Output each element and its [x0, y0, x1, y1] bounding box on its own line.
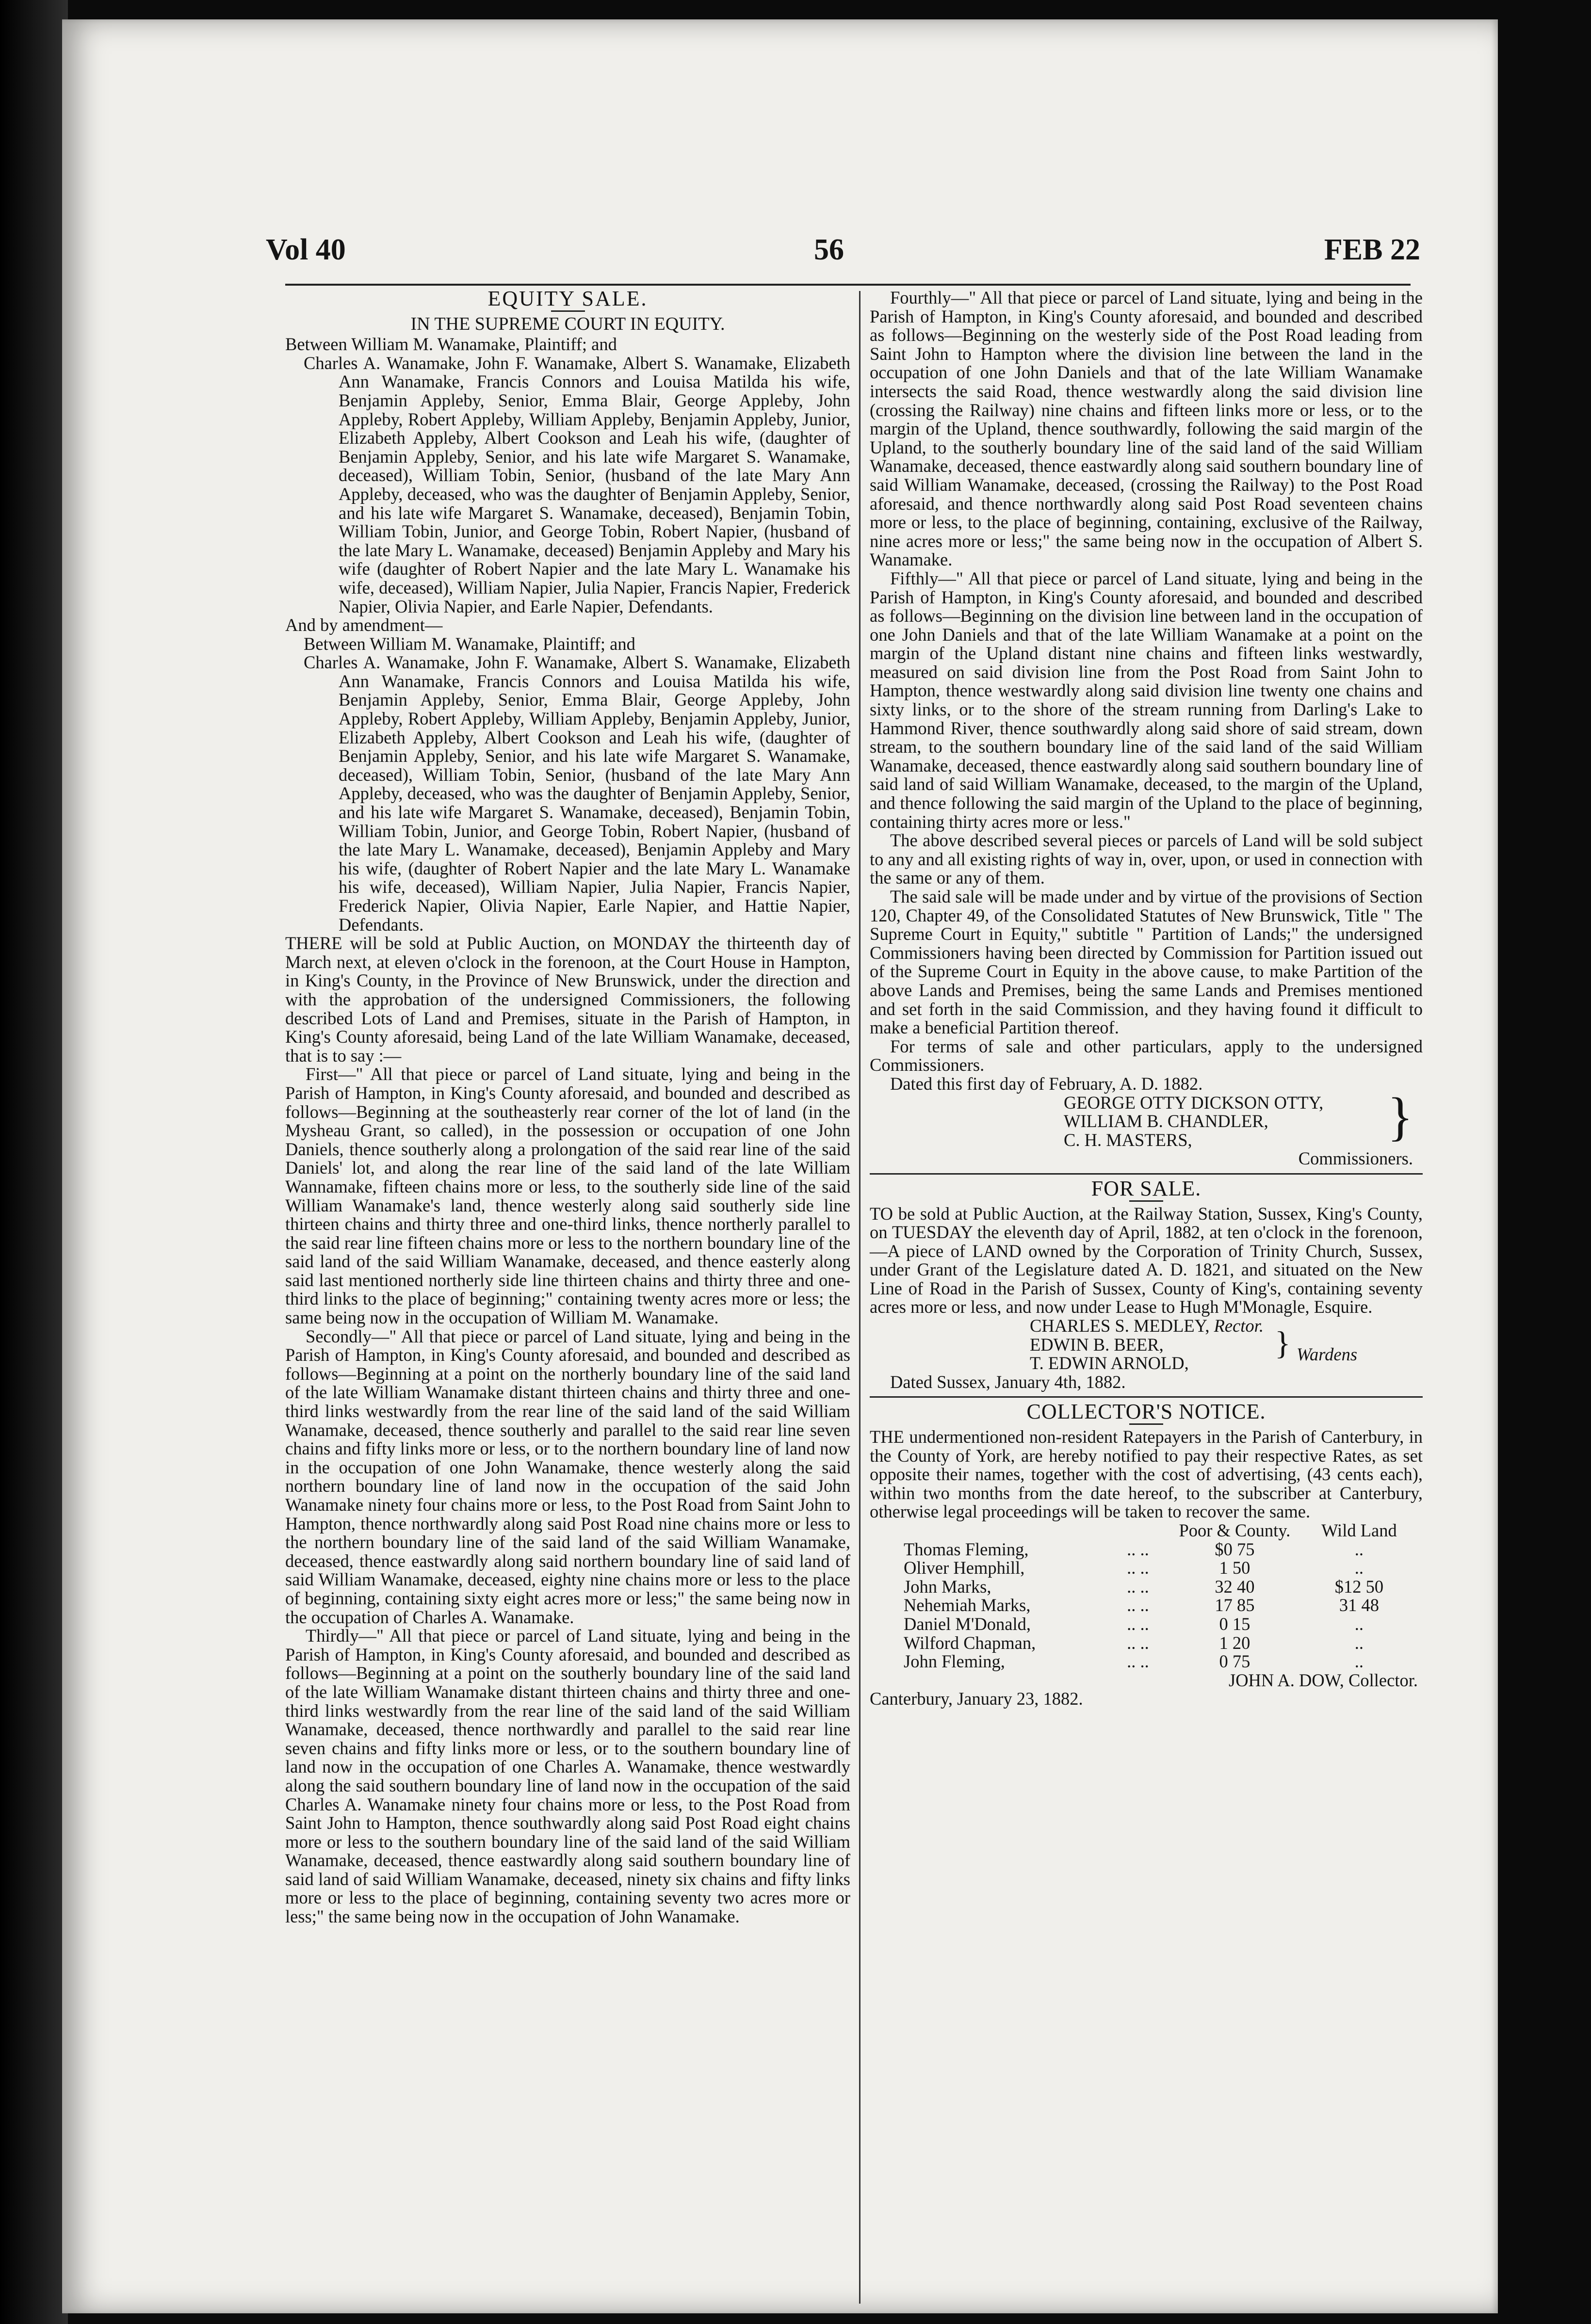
lot-fourth: Fourthly—" All that piece or parcel of Land situate, lying and being in the Parish of Hampton, in King's County aforesaid, and bounded and described as follows—Beginning on the westerly side of the Post Road leading from Saint John to Hampton where the division line between the land in the occupation of one John Daniels and that of the late William Wanamake intersects the said Road, thence westwardly along the said division line (crossing the Railway) nine chains and fifteen links more or less, or to the margin of the Upland, thence southwardly, following the said margin of the Upland, to the southerly boundary line of the said land of the said William Wanamake, deceased, thence eastwardly along said southern boundary line of said William Wanamake, deceased, (crossing the Railway) to the Post Road aforesaid, and thence northwardly along said Post Road seventeen chains more or less, to the place of beginning, containing, exclusive of the Railway, nine acres more or less;" the same being now in the occupation of Albert S. Wanamake. [870, 288, 1423, 570]
volume-label: Vol 40 [266, 233, 346, 266]
header-rule [285, 284, 1411, 286]
signer-1: GEORGE OTTY DICKSON OTTY, [1064, 1092, 1324, 1113]
table-row [870, 1559, 1423, 1578]
table-row [870, 1596, 1423, 1615]
collector-signer: JOHN A. DOW, Collector. [1228, 1670, 1418, 1690]
table-row [870, 1652, 1423, 1671]
issue-date: FEB 22 [1324, 233, 1420, 266]
wardens-label: Wardens [1297, 1344, 1358, 1364]
sale-authority: The said sale will be made under and by virtue of the provisions of Section 120, Chapter 49, of the Consolidated Statutes of New Brunswick, Title " The Supreme Court in Equity," subtitle " Partition of Lands;" the undersigned Commissioners having been directed by Commission for Partition issued out of the Supreme Court in Equity in the above cause, to make Partition of the above Lands and Premises, being the same Lands and Premises mentioned and set forth in the said Commission, and they having found it difficult to make a beneficial Partition thereof. [870, 887, 1423, 1038]
collector-dated: Canterbury, January 23, 1882. [870, 1689, 1083, 1709]
ratepayer-name: John Fleming, [904, 1651, 1005, 1672]
leader-dots: .. .. [1127, 1558, 1149, 1578]
leader-dots: .. .. [1127, 1539, 1149, 1559]
subject-clause: The above described several pieces or parcels of Land will be sold subject to any and all existing rights of way in, over, upon, or used in connection with the same or any of them. [870, 830, 1423, 888]
poor-county-rate: 32 40 [1215, 1576, 1255, 1597]
right-column [870, 289, 1423, 1709]
ratepayer-name: Wilford Chapman, [904, 1632, 1036, 1653]
lot-third: Thirdly—" All that piece or parcel of Land situate, lying and being in the Parish of Hampton, in King's County aforesaid, and bounded and described as follows—Beginning at a point on the southerly boundary line of the said land of the late William Wanamake distant thirteen chains and thirty three and one-third links westwardly from the rear line of the said land of the said William Wanamake, deceased, thence northwardly and parallel to the said rear line seven chains and fifty links more or less, or to the southern boundary line of land now in the occupation of one Charles A. Wanamake, thence westwardly along the said southern boundary line of land now in the occupation of the said Charles A. Wanamake ninety four chains more or less, to the Post Road from Saint John to Hampton, thence southwardly along said Post Road eight chains more or less to the southern boundary line of the said land of the said William Wanamake, deceased, thence eastwardly along said southern boundary line of said land of said William Wanamake, deceased, ninety six chains and fifty links more or less to the place of beginning, containing seventy two acres more or less;" the same being now in the occupation of John Wanamake. [285, 1626, 850, 1927]
table-row [870, 1578, 1423, 1597]
ratepayer-name: John Marks, [904, 1576, 991, 1597]
wild-land-rate: $12 50 [1334, 1576, 1384, 1597]
lot-second: Secondly—" All that piece or parcel of Land situate, lying and being in the Parish of Hampton, in King's County aforesaid, and bounded and described as follows—Beginning at a point on the northerly boundary line of the said land of the late William Wanamake distant thirteen chains and thirty three and one-third links westwardly from the rear line of the said land of the said William Wanamake, deceased, thence southerly and parallel to the said rear line seven chains and fifty links more or less, or to the northern boundary line of land now in the occupation of one John Wanamake, thence westerly along the said northern boundary line of land now in the occupation of the said John Wanamake ninety four chains more or less, to the Post Road from Saint John to Hampton, thence northwardly along said Post Road nine chains more or less to the northern boundary line of the said land of the said William Wanamake, deceased, thence eastwardly along said northern boundary line of said land of said William Wanamake, deceased, eighty nine chains more or less to the place of beginning, containing sixty eight acres more or less;" the same being now in the occupation of Charles A. Wanamake. [285, 1326, 850, 1627]
page-number: 56 [814, 233, 844, 266]
poor-county-rate: 1 50 [1219, 1558, 1250, 1578]
signer-3: C. H. MASTERS, [1064, 1130, 1192, 1150]
leader-dots: .. .. [1127, 1651, 1149, 1672]
leader-dots: .. .. [1127, 1632, 1149, 1653]
rector-name: CHARLES S. MEDLEY, [1030, 1316, 1210, 1336]
commissioner-signatures [870, 1086, 1423, 1150]
table-header [870, 1521, 1423, 1540]
wild-land-rate: .. [1354, 1539, 1364, 1559]
rector-title: Rector. [1214, 1316, 1264, 1336]
column-divider [859, 291, 860, 2304]
section-rule-1 [870, 1173, 1423, 1175]
ratepayer-name: Nehemiah Marks, [904, 1595, 1031, 1615]
lot-fifth: Fifthly—" All that piece or parcel of Land situate, lying and being in the Parish of Hampton, in King's County aforesaid, and bounded and described as follows—Beginning on the division line between land in the occupation of one John Daniels and that of the late William Wanamake at a point on the margin of the Upland distant nine chains and fifteen links westwardly, measured on said division line from the Post Road from Saint John to Hampton, thence westwardly along said division line twenty one chains and sixty links, or to the shore of the stream running from Darling's Lake to Hammond River, thence southwardly along said shore of said stream, down stream, to the southern boundary line of the said land of the said William Wanamake, deceased, thence eastwardly along said southern boundary line of said land of said William Wanamake, deceased, to the margin of the Upland, and thence following the said margin of the Upland to the place of beginning, containing thirty acres more or less." [870, 568, 1423, 832]
ratepayer-rows [870, 1540, 1423, 1671]
col-wild-land: Wild Land [1321, 1520, 1397, 1540]
page-edge-shadow [0, 0, 68, 2324]
ratepayer-name: Oliver Hemphill, [904, 1558, 1025, 1578]
ratepayer-table [870, 1521, 1423, 1671]
equity-court-subtitle: IN THE SUPREME COURT IN EQUITY. [410, 313, 725, 334]
newspaper-page [62, 19, 1498, 2313]
wild-land-rate: .. [1354, 1614, 1364, 1634]
commissioners-label: Commissioners. [1298, 1148, 1413, 1169]
table-row [870, 1615, 1423, 1634]
for-sale-rule [1129, 1200, 1163, 1202]
table-row [870, 1634, 1423, 1653]
col-poor-county: Poor & County. [1179, 1520, 1291, 1540]
wild-land-rate: 31 48 [1339, 1595, 1379, 1615]
for-sale-body: TO be sold at Public Auction, at the Railway Station, Sussex, King's County, on TUESDAY the eleventh day of April, 1882, at ten o'clock in the forenoon,—A piece of LAND owned by the Corporation of Trinity Church, Sussex, under Grant of the Legislature dated A. D. 1821, and situated on the New Line of Road in the Parish of Sussex, County of King's, containing seventy acres more or less, and now under Lease to Hugh M'Monagle, Esquire. [870, 1203, 1423, 1317]
warden-brace: } [1275, 1324, 1291, 1361]
poor-county-rate: 0 15 [1219, 1614, 1250, 1634]
collector-title: COLLECTOR'S NOTICE. [1026, 1400, 1266, 1424]
ratepayer-name: Daniel M'Donald, [904, 1614, 1031, 1634]
page-header [266, 223, 1420, 281]
wild-land-rate: .. [1354, 1632, 1364, 1653]
for-sale-title: FOR SALE. [1091, 1176, 1201, 1200]
signature-brace: } [1387, 1086, 1413, 1146]
equity-sale-title: EQUITY SALE. [487, 287, 648, 310]
ratepayer-name: Thomas Fleming, [904, 1539, 1029, 1559]
wild-land-rate: .. [1354, 1651, 1364, 1672]
left-column [285, 289, 850, 1926]
between-plaintiff-1: Between William M. Wanamake, Plaintiff; and [285, 334, 617, 355]
leader-dots: .. .. [1127, 1614, 1149, 1634]
poor-county-rate: $0 75 [1215, 1539, 1255, 1559]
equity-dated: Dated this first day of February, A. D. 1882. [890, 1073, 1203, 1094]
section-rule-2 [870, 1396, 1423, 1398]
lot-first: First—" All that piece or parcel of Land situate, lying and being in the Parish of Hampton, in King's County aforesaid, and bounded and described as follows—Beginning at the southeasterly rear corner of the lot of land (in the Mysheau Grant, so called), in the possession or occupation of one John Daniels, thence southerly along a prolongation of the said rear line of the said Daniels' lot, and along the rear line of the said land of the late William Wannamake, fifteen chains more or less, to the southerly side line of the said William Wanamake's land, thence westerly along said southerly side line thirteen chains and thirty three and one-third links, thence northerly parallel to the said rear line fifteen chains more or less to the northern boundary line of the said land of the said William Wanamake, deceased, and thence easterly along said last mentioned northerly side line thirteen chains and thirty three and one-third links to the place of beginning;" containing twenty acres more or less; the same being now in the occupation of William M. Wanamake. [285, 1064, 850, 1328]
warden-2: T. EDWIN ARNOLD, [1030, 1353, 1189, 1373]
between-plaintiff-2: Between William M. Wanamake, Plaintiff; and [304, 633, 635, 654]
defendants-list-1: Charles A. Wanamake, John F. Wanamake, Albert S. Wanamake, Elizabeth Ann Wanamake, Francis Connors and Louisa Matilda his wife, Benjamin Appleby, Senior, Emma Blair, George Appleby, John Appleby, Robert Appleby, William Appleby, Benjamin Appleby, Junior, Elizabeth Appleby, Albert Cookson and Leah his wife, (daughter of Benjamin Appleby, Senior, and his late wife Margaret S. Wanamake, deceased), William Tobin, Senior, (husband of the late Mary Ann Appleby, deceased, who was the daughter of Benjamin Appleby, Senior, and his late wife Margaret S. Wanamake, deceased), Benjamin Tobin, William Tobin, Junior, and George Tobin, Robert Napier, (husband of the late Mary L. Wanamake, deceased) Benjamin Appleby and Mary his wife (daughter of Robert Napier and the late Mary L. Wanamake his wife, deceased), William Napier, Julia Napier, Francis Napier, Frederick Napier, Olivia Napier, and Earle Napier, Defendants. [304, 353, 850, 616]
leader-dots: .. .. [1127, 1576, 1149, 1597]
poor-county-rate: 1 20 [1219, 1632, 1250, 1653]
for-sale-dated: Dated Sussex, January 4th, 1882. [890, 1372, 1126, 1392]
rector-line [870, 1317, 1423, 1336]
table-row [870, 1540, 1423, 1559]
poor-county-rate: 0 75 [1219, 1651, 1250, 1672]
collector-body: THE undermentioned non-resident Ratepayers in the Parish of Canterbury, in the County of York, are hereby notified to pay their respective Rates, as set opposite their names, together with the cost of advertising, (43 cents each), within two months from the date hereof, to the subscriber at Canterbury, otherwise legal proceedings will be taken to recover the same. [870, 1427, 1423, 1522]
title-rule [551, 310, 585, 312]
leader-dots: .. .. [1127, 1595, 1149, 1615]
signer-2: WILLIAM B. CHANDLER, [1064, 1111, 1268, 1131]
poor-county-rate: 17 85 [1215, 1595, 1255, 1615]
collector-rule [1129, 1423, 1163, 1425]
wild-land-rate: .. [1354, 1558, 1364, 1578]
warden-1: EDWIN B. BEER, [1030, 1334, 1164, 1355]
defendants-list-2: Charles A. Wanamake, John F. Wanamake, Albert S. Wanamake, Elizabeth Ann Wanamake, Francis Connors and Louisa Matilda his wife, Benjamin Appleby, Senior, Emma Blair, George Appleby, John Appleby, Robert Appleby, William Appleby, Benjamin Appleby, Junior, Elizabeth Appleby, Albert Cookson and Leah his wife, (daughter of Benjamin Appleby, Senior, and his late wife Margaret S. Wanamake, deceased), William Tobin, Senior, (husband of the late Mary Ann Appleby, deceased, who was the daughter of Benjamin Appleby, Senior, and his late wife Margaret S. Wanamake, deceased), Benjamin Tobin, William Tobin, Junior, and George Tobin, Robert Napier, (husband of the late Mary L. Wanamake, deceased), Benjamin Appleby and Mary his wife, (daughter of Robert Napier and the late Mary L. Wanamake his wife, deceased), William Napier, Julia Napier, Francis Napier, Frederick Napier, Olivia Napier, Earle Napier, and Hattie Napier, Defendants. [304, 652, 850, 935]
sale-notice: THERE will be sold at Public Auction, on MONDAY the thirteenth day of March next, at eleven o'clock in the forenoon, at the Court House in Hampton, in King's County, in the Province of New Brunswick, under the direction and with the approbation of the undersigned Commissioners, the following described Lots of Land and Premises, situate in the Parish of Hampton, in King's County aforesaid, being Land of the late William Wanamake, deceased, that is to say :— [285, 933, 850, 1065]
terms-clause: For terms of sale and other particulars, apply to the undersigned Commissioners. [870, 1036, 1423, 1075]
amendment-label: And by amendment— [285, 615, 443, 635]
